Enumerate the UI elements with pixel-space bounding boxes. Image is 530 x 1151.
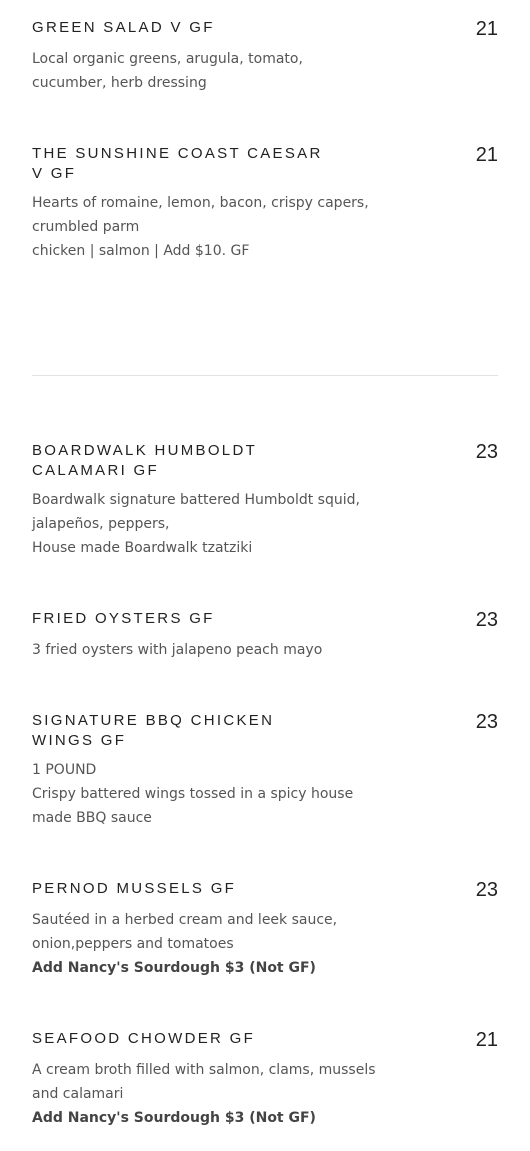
description-line: Crispy battered wings tossed in a spicy house [32, 786, 354, 802]
section-divider [32, 375, 498, 376]
item-price: 21 [475, 1029, 498, 1051]
description-line: 1 POUND [32, 762, 97, 778]
description-line: A cream broth filled with salmon, clams, mussels [32, 1062, 376, 1078]
add-on-note: Add Nancy's Sourdough $3 (Not GF) [32, 960, 316, 976]
description-line: Hearts of romaine, lemon, bacon, crispy capers, [32, 195, 369, 211]
description-line: House made Boardwalk tzatziki [32, 540, 253, 556]
item-price: 23 [475, 441, 498, 463]
item-description [32, 488, 377, 560]
description-line: jalapeños, peppers, [32, 516, 170, 532]
item-name: SIGNATURE BBQ CHICKEN WINGS GF [32, 712, 275, 749]
item-description [32, 638, 377, 662]
description-line: Boardwalk signature battered Humboldt squid, [32, 492, 360, 508]
item-description [32, 1058, 377, 1130]
description-line: Local organic greens, arugula, tomato, [32, 51, 303, 67]
item-price: 21 [475, 144, 498, 166]
item-name: PERNOD MUSSELS GF [32, 880, 237, 897]
description-line: Sautéed in a herbed cream and leek sauce, [32, 912, 338, 928]
description-line: onion,peppers and tomatoes [32, 936, 234, 952]
item-name: THE SUNSHINE COAST CAESAR V GF [32, 145, 323, 182]
add-on-note: Add Nancy's Sourdough $3 (Not GF) [32, 1110, 316, 1126]
item-name: SEAFOOD CHOWDER GF [32, 1030, 256, 1047]
description-line: 3 fried oysters with jalapeno peach mayo [32, 642, 323, 658]
item-description [32, 908, 377, 980]
item-name: BOARDWALK HUMBOLDT CALAMARI GF [32, 442, 257, 479]
item-price: 23 [475, 711, 498, 733]
item-description [32, 191, 377, 263]
item-price: 21 [475, 18, 498, 40]
description-line: and calamari [32, 1086, 124, 1102]
item-description [32, 758, 377, 830]
item-name: FRIED OYSTERS GF [32, 610, 215, 627]
item-description [32, 47, 377, 95]
item-price: 23 [475, 879, 498, 901]
item-price: 23 [475, 609, 498, 631]
description-line: chicken | salmon | Add $10. GF [32, 243, 250, 259]
description-line: cucumber, herb dressing [32, 75, 207, 91]
description-line: made BBQ sauce [32, 810, 152, 826]
item-name: GREEN SALAD V GF [32, 19, 215, 36]
description-line: crumbled parm [32, 219, 140, 235]
